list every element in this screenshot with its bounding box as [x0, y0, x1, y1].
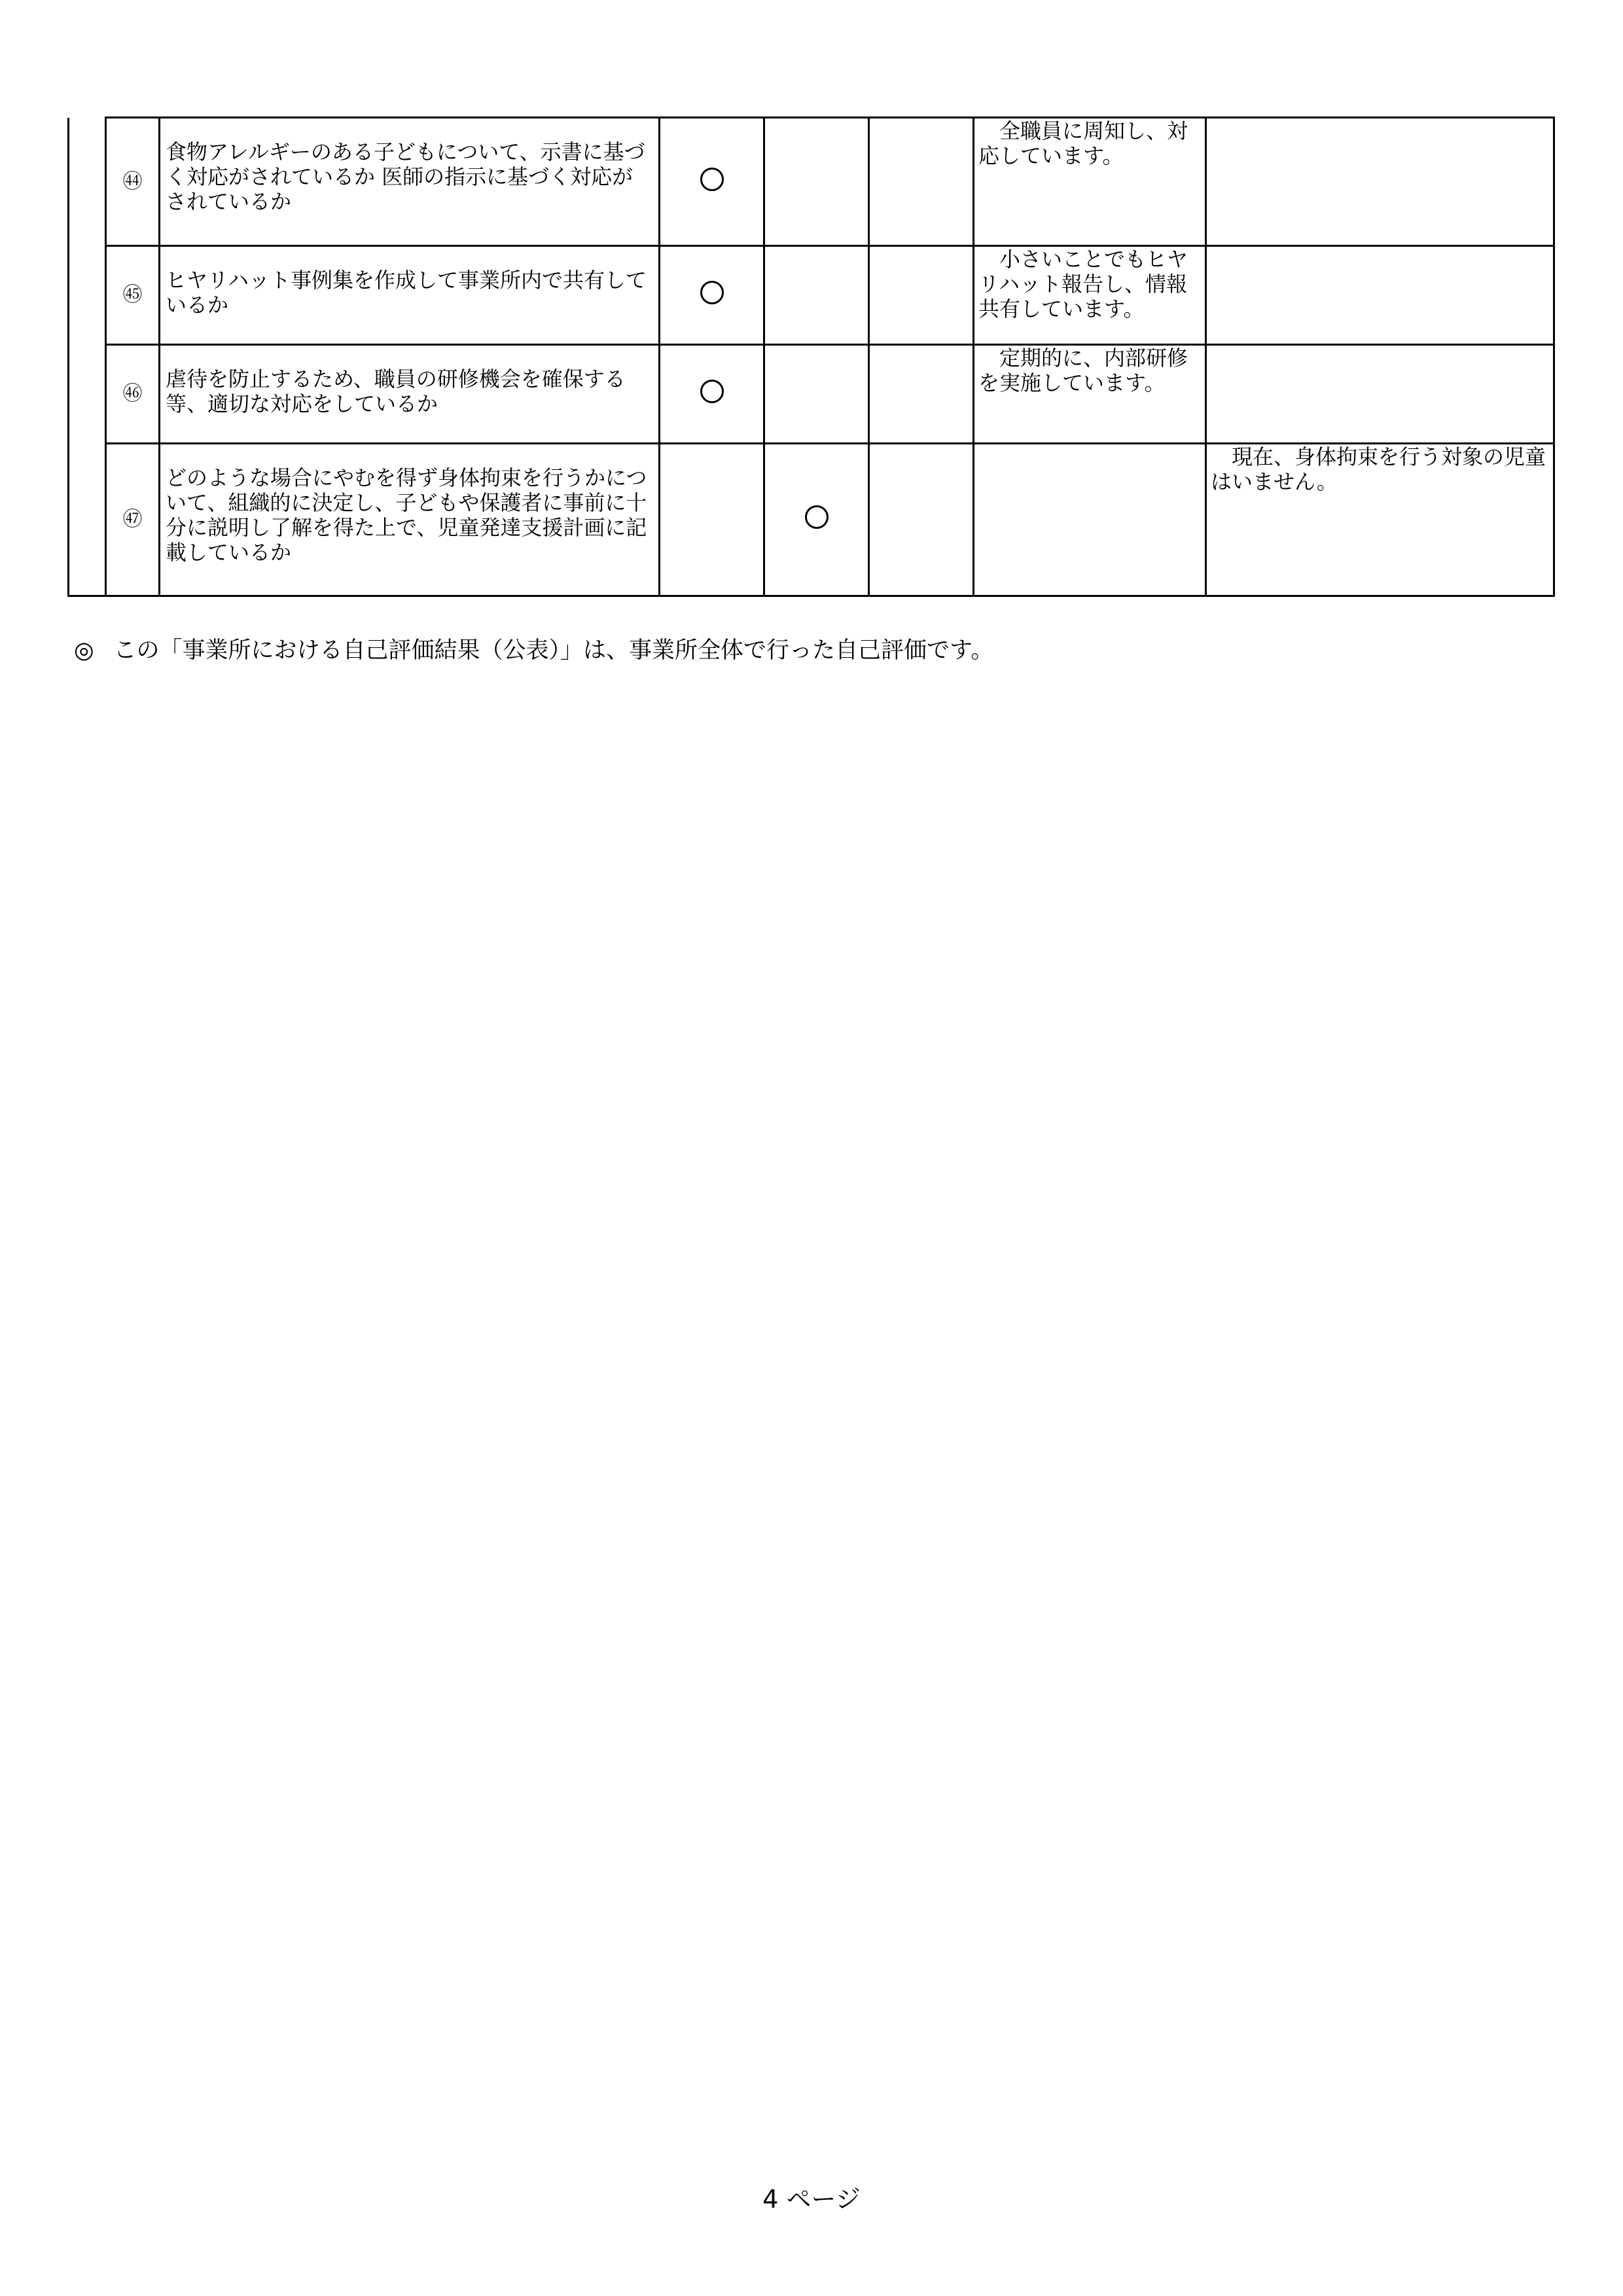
- item-number: ㊻: [106, 345, 160, 444]
- mark-yes: [660, 345, 764, 444]
- item-number: ㊺: [106, 246, 160, 345]
- mark-no: [869, 118, 974, 246]
- improvement-note: [1206, 118, 1554, 246]
- item-question: 虐待を防止するため、職員の研修機会を確保する等、適切な対応をしているか: [160, 345, 660, 444]
- mark-yes: [660, 444, 764, 596]
- item-number: ㊹: [106, 118, 160, 246]
- status-comment: 定期的に、内部研修を実施しています。: [974, 345, 1206, 444]
- improvement-note: [1206, 246, 1554, 345]
- item-question: 食物アレルギーのある子どもについて、示書に基づく対応がされているか 医師の指示に基づく対応がされているか: [160, 118, 660, 246]
- circle-mark-icon: [805, 505, 829, 529]
- table-row: [69, 444, 1554, 596]
- mark-yes: [660, 246, 764, 345]
- footnote: [74, 636, 993, 665]
- footnote-symbol: ◎: [74, 637, 94, 664]
- category-cell: [69, 118, 106, 596]
- item-question: どのような場合にやむを得ず身体拘束を行うかについて、組織的に決定し、子どもや保護者に事前に十分に説明し了解を得た上で、児童発達支援計画に記載しているか: [160, 444, 660, 596]
- circle-mark-icon: [700, 281, 724, 304]
- improvement-note: [1206, 345, 1554, 444]
- mark-undetermined: [764, 444, 869, 596]
- improvement-note: 現在、身体拘束を行う対象の児童はいません。: [1206, 444, 1554, 596]
- mark-undetermined: [764, 246, 869, 345]
- status-comment: 小さいことでもヒヤリハット報告し、情報共有しています。: [974, 246, 1206, 345]
- item-question: ヒヤリハット事例集を作成して事業所内で共有しているか: [160, 246, 660, 345]
- circle-mark-icon: [700, 380, 724, 403]
- status-comment: 全職員に周知し、対応しています。: [974, 118, 1206, 246]
- circle-mark-icon: [700, 168, 724, 191]
- mark-undetermined: [764, 345, 869, 444]
- status-comment: [974, 444, 1206, 596]
- mark-undetermined: [764, 118, 869, 246]
- mark-no: [869, 345, 974, 444]
- mark-no: [869, 246, 974, 345]
- mark-no: [869, 444, 974, 596]
- table-row: [69, 345, 1554, 444]
- self-evaluation-table: [67, 117, 1555, 597]
- footnote-text: この「事業所における自己評価結果（公表）」は、事業所全体で行った自己評価です。: [113, 637, 994, 664]
- table-row: [69, 246, 1554, 345]
- mark-yes: [660, 118, 764, 246]
- table-row: [69, 118, 1554, 246]
- page-number: 4 ページ: [762, 2185, 861, 2214]
- item-number: ㊼: [106, 444, 160, 596]
